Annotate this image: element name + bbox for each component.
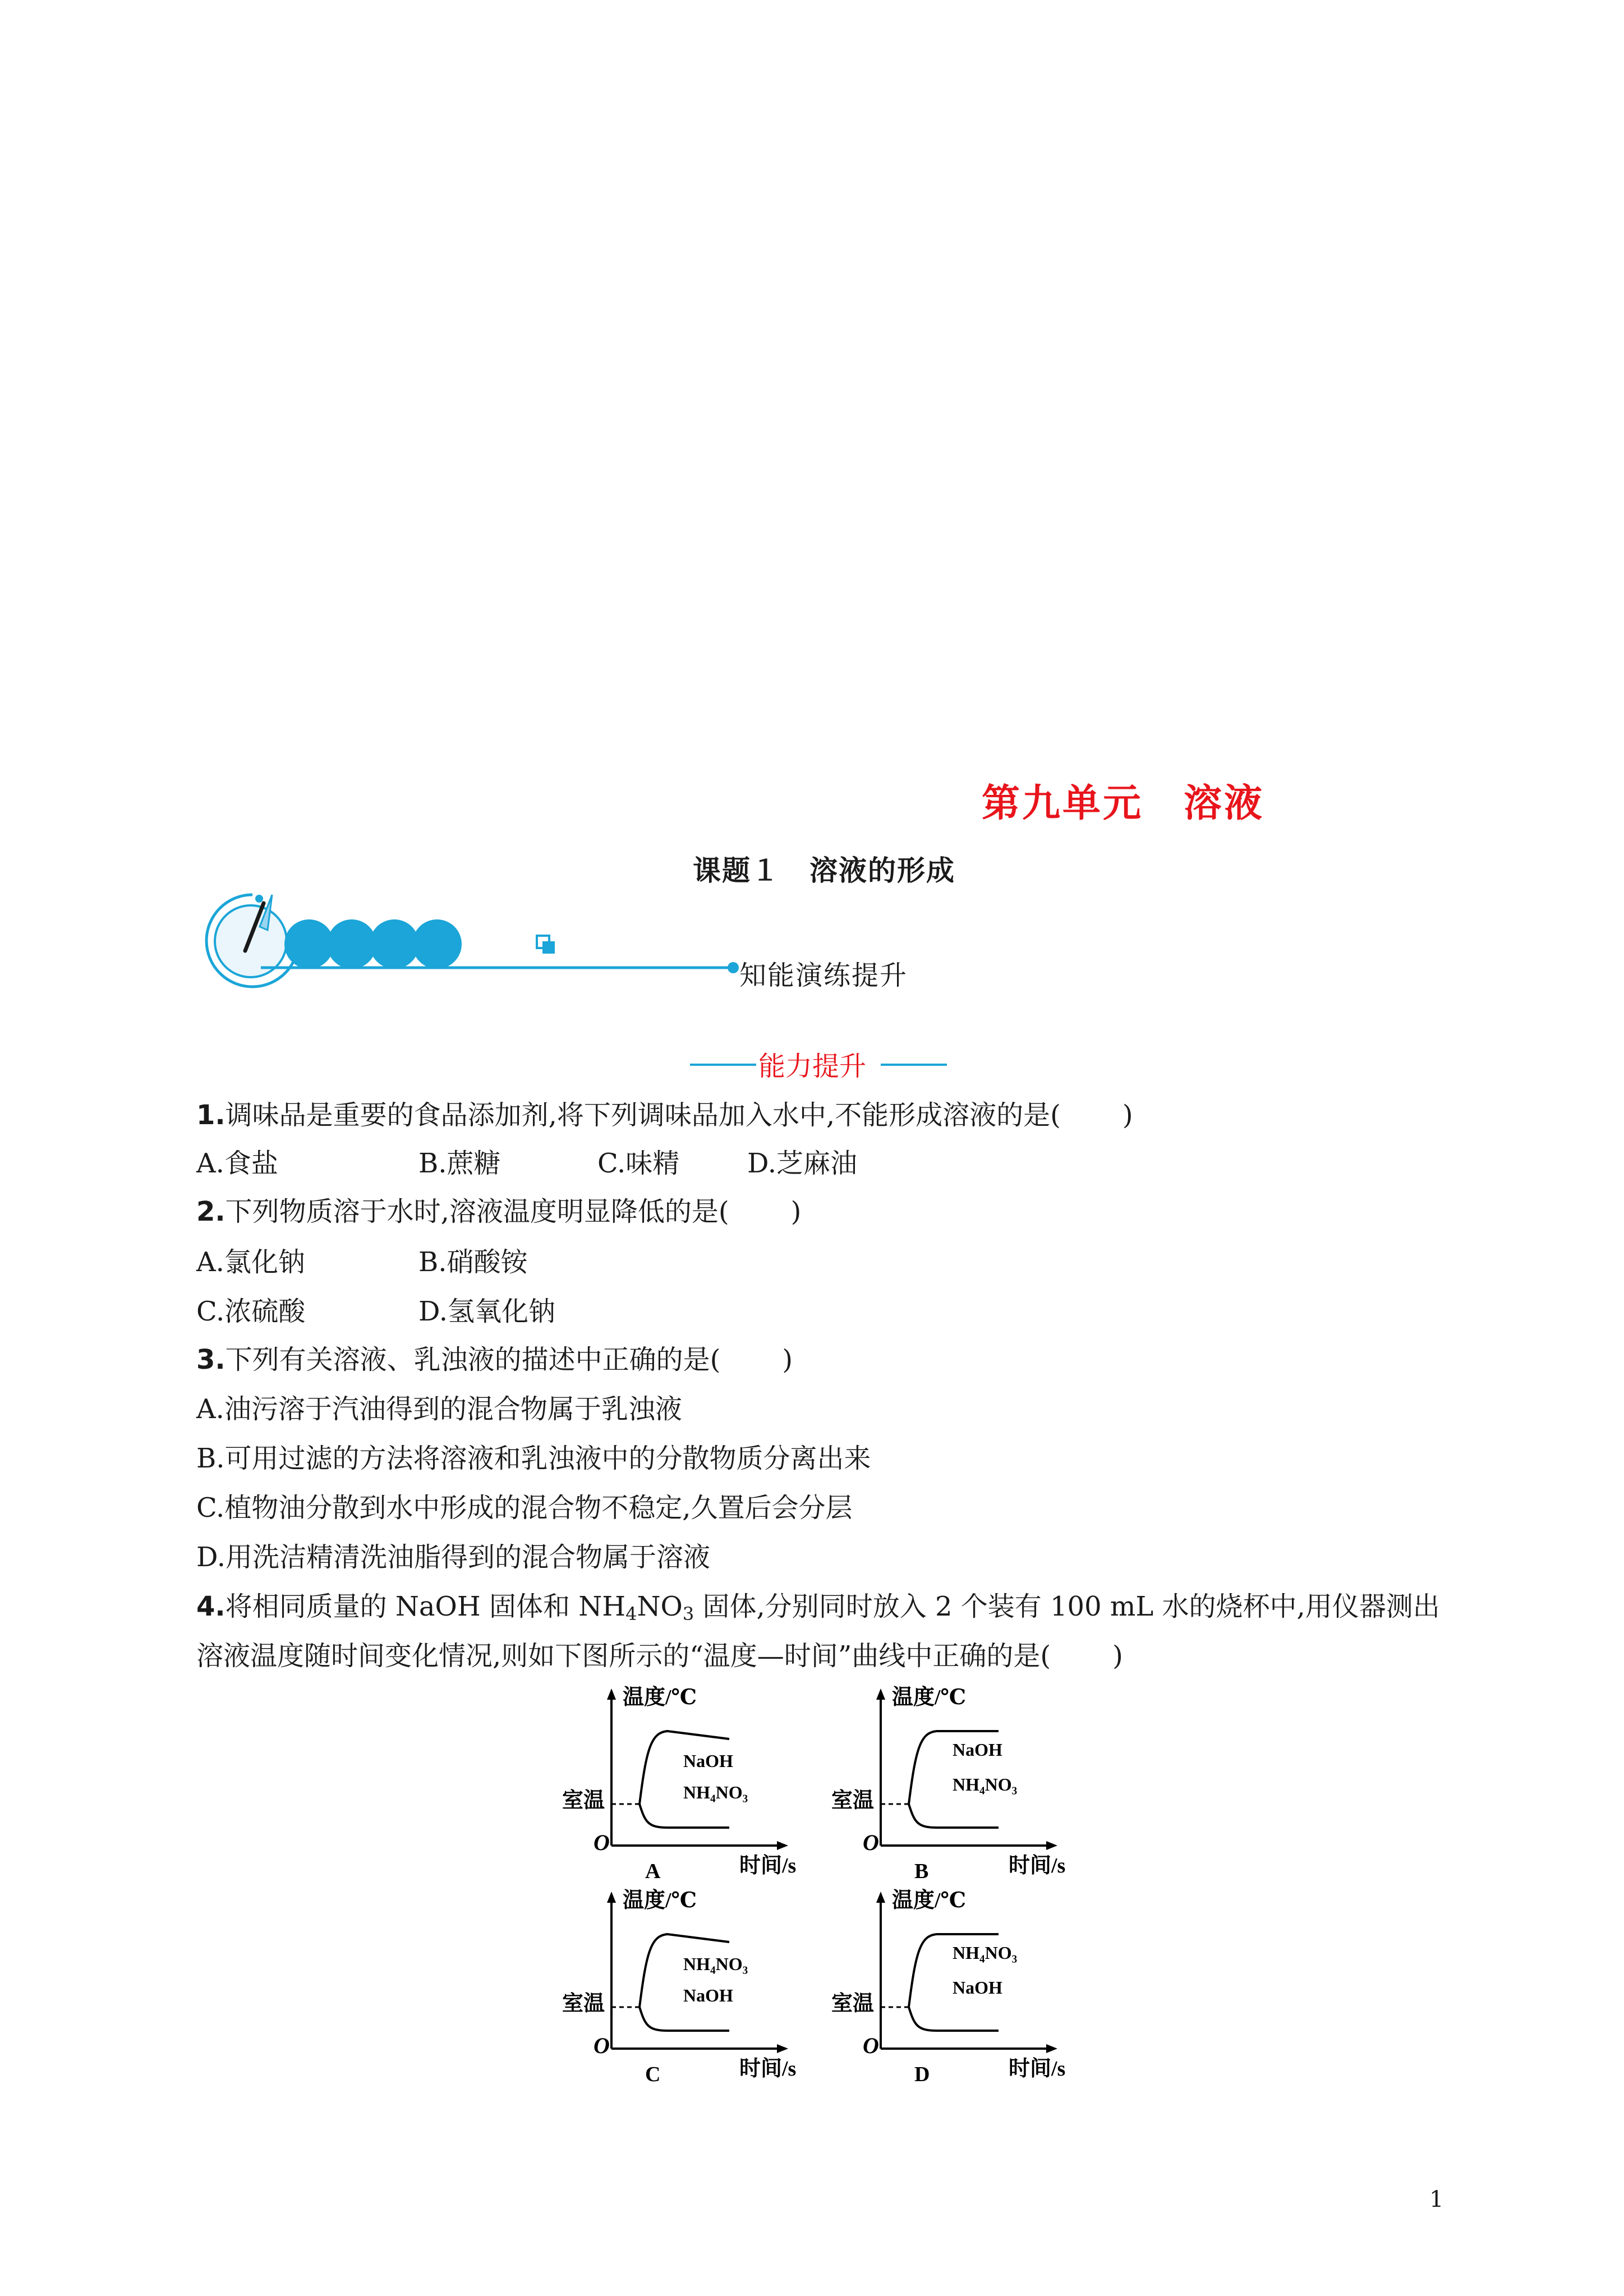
question-stem: 调味品是重要的食品添加剂,将下列调味品加入水中,不能形成溶液的是( bbox=[225, 1099, 1061, 1131]
option-c: C.浓硫酸 bbox=[196, 1296, 306, 1327]
y-axis-arrow bbox=[607, 1892, 616, 1903]
room-temp-label: 室温 bbox=[831, 1992, 875, 2016]
section-rule-right bbox=[881, 1064, 947, 1066]
lower-curve-label: NaOH bbox=[953, 1977, 1002, 1998]
subscript: 4 bbox=[625, 1603, 637, 1625]
graph-b bbox=[830, 1683, 1099, 1882]
subscript: 3 bbox=[682, 1603, 694, 1625]
lower-curve-label: NaOH bbox=[683, 1985, 733, 2005]
option-c: C.植物油分散到水中形成的混合物不稳定,久置后会分层 bbox=[196, 1492, 853, 1524]
question-1 bbox=[196, 1098, 1133, 1132]
question-stem-part: 将相同质量的 NaOH 固体和 NH bbox=[225, 1591, 626, 1622]
option-d: D.芝麻油 bbox=[747, 1148, 858, 1179]
section-heading bbox=[690, 1045, 948, 1084]
option-c: C.味精 bbox=[597, 1148, 680, 1179]
upper-curve-label: NH₄NO₃ bbox=[953, 1943, 1018, 1963]
y-axis-label: 温度/℃ bbox=[892, 1889, 967, 1912]
banner-label: 知能演练提升 bbox=[739, 960, 908, 991]
section-label: 能力提升 bbox=[758, 1051, 867, 1082]
y-axis-label: 温度/℃ bbox=[892, 1686, 967, 1709]
question-4 bbox=[196, 1590, 1440, 1631]
panel-letter: B bbox=[914, 1860, 929, 1882]
x-axis-label: 时间/s bbox=[1009, 1854, 1066, 1878]
question-4-line-2 bbox=[196, 1639, 1123, 1673]
panel-letter: D bbox=[914, 2063, 930, 2085]
lesson-title: 课题１ 溶液的形成 bbox=[693, 854, 955, 887]
lower-curve bbox=[640, 1804, 729, 1828]
origin-label: O bbox=[863, 2033, 879, 2058]
question-stem-part: 溶液温度随时间变化情况,则如下图所示的“温度—时间”曲线中正确的是( bbox=[196, 1640, 1051, 1672]
option-b: B.蔗糖 bbox=[418, 1148, 501, 1179]
origin-label: O bbox=[594, 1830, 610, 1855]
x-axis-arrow bbox=[777, 1841, 788, 1850]
option-b: B.硝酸铵 bbox=[418, 1246, 528, 1278]
x-axis-arrow bbox=[777, 2044, 788, 2053]
question-stem: 下列有关溶液、乳浊液的描述中正确的是( bbox=[225, 1344, 721, 1375]
question-stem-part: 固体,分别同时放入 2 个装有 100 mL 水的烧杯中,用仪器测出 bbox=[694, 1591, 1440, 1622]
x-axis-arrow bbox=[1046, 1841, 1057, 1850]
option-a: A.食盐 bbox=[196, 1148, 278, 1179]
upper-curve-label: NaOH bbox=[953, 1740, 1002, 1760]
room-temp-label: 室温 bbox=[831, 1789, 875, 1812]
panel-letter: A bbox=[645, 1860, 661, 1882]
paren-close: ) bbox=[790, 1196, 802, 1227]
origin-label: O bbox=[594, 2033, 610, 2058]
room-temp-label: 室温 bbox=[562, 1992, 605, 2016]
y-axis-arrow bbox=[876, 1688, 885, 1700]
origin-label: O bbox=[863, 1830, 879, 1855]
y-axis-label: 温度/℃ bbox=[623, 1889, 697, 1912]
section-rule-left bbox=[690, 1064, 756, 1066]
paren-close: ) bbox=[1122, 1099, 1133, 1131]
y-axis-arrow bbox=[607, 1688, 616, 1700]
upper-curve-label: NaOH bbox=[683, 1751, 733, 1771]
lower-curve bbox=[909, 1804, 999, 1828]
option-a: A.氯化钠 bbox=[196, 1246, 305, 1278]
question-2 bbox=[196, 1195, 801, 1228]
paren-close: ) bbox=[782, 1344, 793, 1375]
question-number: 2. bbox=[196, 1196, 226, 1227]
option-a: A.油污溶于汽油得到的混合物属于乳浊液 bbox=[196, 1393, 682, 1425]
question-stem: 下列物质溶于水时,溶液温度明显降低的是( bbox=[225, 1196, 729, 1227]
option-d: D.用洗洁精清洗油脂得到的混合物属于溶液 bbox=[196, 1542, 711, 1573]
lower-curve bbox=[640, 2007, 729, 2031]
x-axis-label: 时间/s bbox=[739, 1854, 797, 1878]
room-temp-label: 室温 bbox=[562, 1789, 605, 1812]
unit-title: 第九单元 溶液 bbox=[982, 781, 1265, 826]
graph-d bbox=[830, 1886, 1099, 2085]
option-b: B.可用过滤的方法将溶液和乳浊液中的分散物质分离出来 bbox=[196, 1443, 871, 1474]
y-axis-label: 温度/℃ bbox=[623, 1686, 697, 1709]
lower-curve-label: NH₄NO₃ bbox=[683, 1782, 748, 1802]
lower-curve bbox=[909, 2007, 999, 2031]
panel-letter: C bbox=[645, 2063, 661, 2085]
graph-c bbox=[561, 1886, 830, 2085]
y-axis-arrow bbox=[876, 1892, 885, 1903]
question-stem-part: NO bbox=[637, 1591, 683, 1622]
x-axis-label: 时间/s bbox=[739, 2057, 797, 2081]
question-number: 3. bbox=[196, 1344, 226, 1375]
square-decoration-icon bbox=[537, 936, 555, 954]
question-3 bbox=[196, 1343, 793, 1377]
question-number: 1. bbox=[196, 1099, 226, 1131]
question-number: 4. bbox=[196, 1591, 226, 1622]
paren-close: ) bbox=[1112, 1640, 1123, 1672]
graph-a bbox=[561, 1683, 830, 1882]
x-axis-label: 时间/s bbox=[1009, 2057, 1066, 2081]
option-d: D.氢氧化钠 bbox=[418, 1296, 556, 1327]
page-number: 1 bbox=[1429, 2187, 1444, 2212]
lower-curve-label: NH₄NO₃ bbox=[953, 1774, 1018, 1795]
upper-curve-label: NH₄NO₃ bbox=[683, 1954, 748, 1974]
x-axis-arrow bbox=[1046, 2044, 1057, 2053]
